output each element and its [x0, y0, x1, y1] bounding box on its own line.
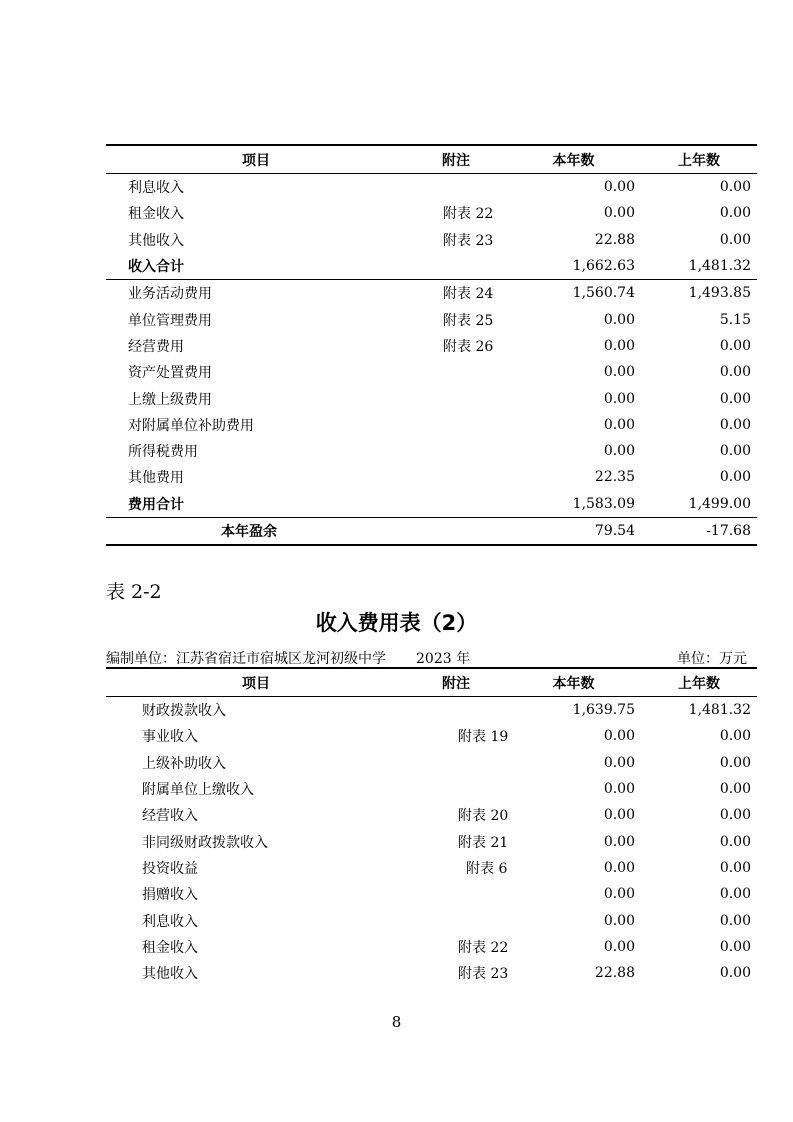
row-note	[406, 385, 506, 411]
row-item: 业务活动费用	[106, 280, 406, 307]
row-note	[406, 438, 506, 464]
row-item: 资产处置费用	[128, 365, 212, 382]
row-item: 其他费用	[128, 470, 184, 487]
table-row	[106, 306, 757, 332]
table-2	[106, 667, 757, 986]
row-item: 对附属单位补助费用	[128, 417, 254, 434]
row-item: 利息收入	[142, 913, 198, 930]
row-item: 其他收入	[128, 232, 184, 249]
row-current: 0.00	[603, 390, 635, 407]
row-note: 附表 26	[443, 338, 494, 355]
expense-total-row	[106, 491, 757, 518]
row-item: 经营收入	[142, 808, 198, 825]
row-previous: 0.00	[719, 807, 751, 824]
row-note	[406, 881, 506, 907]
row-previous: 0.00	[719, 337, 751, 354]
row-note	[406, 412, 506, 438]
table-row	[106, 174, 757, 201]
surplus-previous: -17.68	[641, 517, 757, 545]
row-current: 0.00	[603, 337, 635, 354]
row-note: 附表 25	[443, 312, 494, 329]
row-note: 附表 6	[466, 860, 508, 877]
row-item: 租金收入	[128, 206, 184, 223]
row-current: 1,639.75	[572, 702, 635, 719]
row-item: 所得税费用	[128, 444, 198, 461]
surplus-label: 本年盈余	[106, 517, 406, 545]
table-1	[106, 144, 757, 546]
income-total-label: 收入合计	[128, 259, 184, 276]
surplus-current: 79.54	[506, 517, 641, 545]
row-previous: 1,481.32	[688, 702, 751, 719]
row-note: 附表 23	[443, 232, 494, 249]
table-row	[106, 359, 757, 385]
table-row	[106, 776, 757, 802]
row-previous: 0.00	[719, 231, 751, 248]
row-note: 附表 19	[458, 729, 509, 746]
row-current: 0.00	[603, 416, 635, 433]
row-note	[406, 697, 506, 724]
row-current: 22.35	[594, 469, 635, 486]
row-previous: 0.00	[719, 938, 751, 955]
row-item: 经营费用	[128, 338, 184, 355]
row-item: 单位管理费用	[128, 312, 212, 329]
row-note: 附表 20	[458, 808, 509, 825]
row-item: 上级补助收入	[142, 755, 226, 772]
row-previous: 0.00	[719, 912, 751, 929]
row-previous: 0.00	[719, 859, 751, 876]
income-total-row	[106, 253, 757, 280]
expense-total-label: 费用合计	[128, 496, 184, 513]
row-previous: 0.00	[719, 754, 751, 771]
row-previous: 0.00	[719, 833, 751, 850]
row-item: 财政拨款收入	[142, 703, 226, 720]
row-previous: 0.00	[719, 728, 751, 745]
row-item: 其他收入	[142, 966, 198, 983]
table-row	[106, 412, 757, 438]
row-previous: 0.00	[719, 469, 751, 486]
row-current: 0.00	[603, 807, 635, 824]
table-row	[106, 723, 757, 749]
expense-total-current: 1,583.09	[572, 495, 635, 512]
surplus-row	[106, 517, 757, 545]
expense-total-previous: 1,499.00	[688, 495, 751, 512]
table-row	[106, 464, 757, 490]
row-current: 0.00	[603, 781, 635, 798]
row-previous: 0.00	[719, 390, 751, 407]
row-note	[406, 776, 506, 802]
income-total-previous: 1,481.32	[688, 258, 751, 275]
header-item: 项目	[106, 668, 406, 697]
income-total-current: 1,662.63	[572, 258, 635, 275]
row-previous: 0.00	[719, 416, 751, 433]
row-previous: 0.00	[719, 781, 751, 798]
table-row	[106, 333, 757, 359]
page-title: 收入费用表（2）	[315, 611, 478, 635]
row-current: 1,560.74	[506, 280, 641, 307]
row-note	[406, 174, 506, 201]
row-note: 附表 21	[458, 834, 509, 851]
row-current: 0.00	[603, 912, 635, 929]
table-row	[106, 227, 757, 253]
row-note	[406, 359, 506, 385]
row-note: 附表 23	[458, 966, 509, 983]
header-current: 本年数	[506, 145, 641, 174]
row-previous: 1,493.85	[641, 280, 757, 307]
reporting-unit: 编制单位：江苏省宿迁市宿城区龙河初级中学	[106, 651, 386, 667]
row-item: 非同级财政拨款收入	[142, 834, 268, 851]
row-previous: 5.15	[719, 311, 751, 328]
row-note: 附表 22	[458, 939, 509, 956]
row-current: 22.88	[594, 231, 635, 248]
header-item: 项目	[106, 145, 406, 174]
row-previous: 0.00	[719, 364, 751, 381]
header-current: 本年数	[506, 668, 641, 697]
row-item: 事业收入	[142, 729, 198, 746]
row-item: 租金收入	[142, 939, 198, 956]
header-previous: 上年数	[641, 668, 757, 697]
row-item: 附属单位上缴收入	[142, 782, 254, 799]
header-note: 附注	[406, 668, 506, 697]
income-expense-table-continued	[106, 144, 757, 546]
row-previous: 0.00	[719, 886, 751, 903]
row-previous: 0.00	[719, 443, 751, 460]
row-item: 捐赠收入	[142, 887, 198, 904]
table-row	[106, 697, 757, 724]
row-current: 0.00	[603, 205, 635, 222]
table-row	[106, 960, 757, 986]
table-caption: 表 2-2	[106, 581, 162, 603]
row-note: 附表 22	[443, 206, 494, 223]
table-row	[106, 828, 757, 854]
table-1-header-row	[106, 145, 757, 174]
row-current: 0.00	[603, 311, 635, 328]
header-previous: 上年数	[641, 145, 757, 174]
table-2-header-row	[106, 668, 757, 697]
row-current: 0.00	[603, 886, 635, 903]
row-item: 上缴上级费用	[128, 391, 212, 408]
row-current: 0.00	[603, 728, 635, 745]
table-row	[106, 438, 757, 464]
row-current: 0.00	[603, 938, 635, 955]
table-row	[106, 855, 757, 881]
table-row	[106, 802, 757, 828]
row-note	[406, 464, 506, 490]
income-total-note	[406, 253, 506, 280]
row-note	[406, 907, 506, 933]
row-current: 0.00	[603, 443, 635, 460]
table-row	[106, 881, 757, 907]
table-row	[106, 200, 757, 226]
row-current: 0.00	[603, 364, 635, 381]
row-note	[406, 750, 506, 776]
row-previous: 0.00	[719, 965, 751, 982]
row-current: 0.00	[603, 179, 635, 196]
row-item: 利息收入	[128, 180, 184, 197]
table-row	[106, 750, 757, 776]
currency-unit: 单位：万元	[677, 651, 747, 667]
row-current: 0.00	[603, 859, 635, 876]
row-previous: 0.00	[719, 179, 751, 196]
row-previous: 0.00	[719, 205, 751, 222]
header-note: 附注	[406, 145, 506, 174]
row-current: 0.00	[603, 754, 635, 771]
table-row	[106, 907, 757, 933]
table-row	[106, 385, 757, 411]
row-item: 投资收益	[142, 860, 198, 877]
page-number: 8	[391, 1013, 402, 1031]
table-row	[106, 280, 757, 307]
surplus-note	[406, 517, 506, 545]
income-expense-table-2	[106, 667, 757, 986]
table-row	[106, 934, 757, 960]
report-year: 2023 年	[416, 651, 471, 667]
expense-total-note	[406, 491, 506, 518]
row-current: 0.00	[603, 833, 635, 850]
row-note: 附表 24	[406, 280, 506, 307]
row-current: 22.88	[594, 965, 635, 982]
